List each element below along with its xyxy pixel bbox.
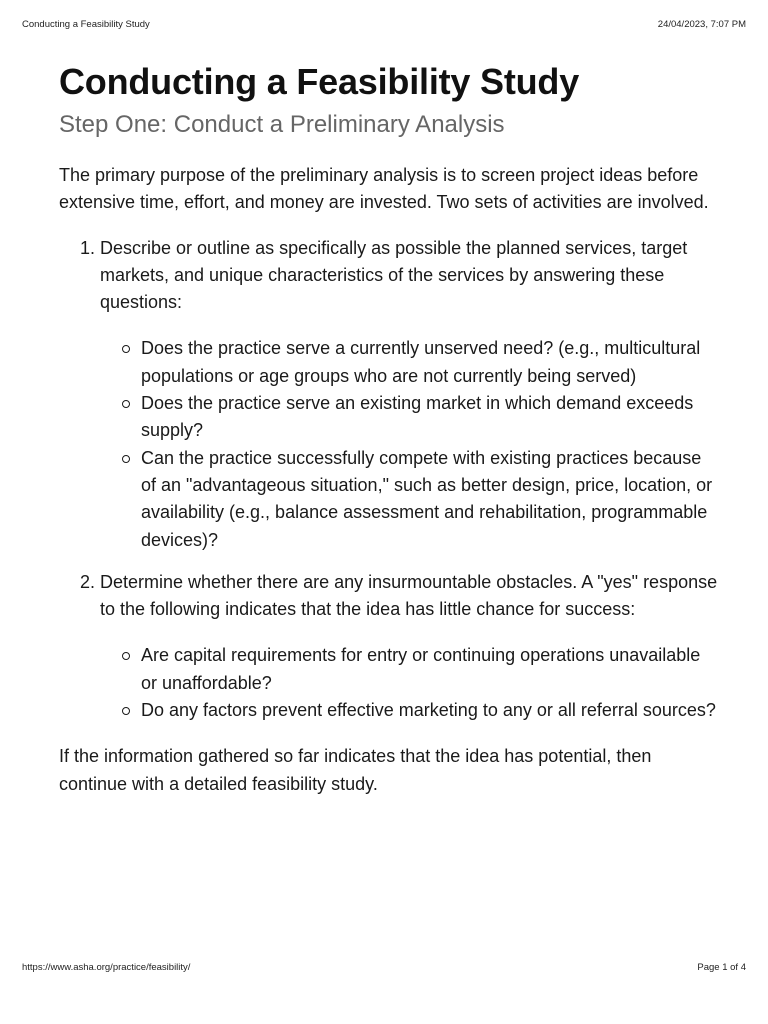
question-text: Are capital requirements for entry or continuing operations unavailable or unaffordable?	[141, 645, 701, 693]
print-footer	[22, 962, 746, 973]
page-title: Conducting a Feasibility Study	[59, 61, 580, 102]
circle-bullet-icon	[122, 455, 130, 463]
closing-paragraph: If the information gathered so far indicates that the idea has potential, then continue with a detailed feasibility study.	[59, 746, 652, 794]
step-text: Describe or outline as specifically as possible the planned services, target markets, and unique characteristics of the services by answering these questions:	[100, 237, 688, 313]
steps-list	[59, 235, 719, 725]
circle-bullet-icon	[122, 400, 130, 408]
print-header-datetime: 24/04/2023, 7:07 PM	[657, 19, 746, 30]
question-item	[141, 390, 719, 445]
step-text: Determine whether there are any insurmountable obstacles. A "yes" response to the following indicates that the idea has little chance for success:	[100, 571, 718, 620]
print-header	[22, 19, 746, 30]
article	[59, 60, 719, 798]
intro-paragraph: The primary purpose of the preliminary analysis is to screen project ideas before extensive time, effort, and money are invested. Two sets of activities are involved.	[59, 165, 709, 213]
questions-list	[100, 642, 719, 724]
page-subtitle: Step One: Conduct a Preliminary Analysis	[59, 111, 505, 138]
question-item	[141, 697, 719, 724]
question-text: Do any factors prevent effective marketing to any or all referral sources?	[141, 700, 716, 721]
question-text: Does the practice serve an existing market in which demand exceeds supply?	[141, 393, 694, 441]
question-item	[141, 642, 719, 697]
page-number: Page 1 of 4	[697, 962, 746, 973]
question-item	[141, 445, 719, 554]
circle-bullet-icon	[122, 707, 130, 715]
print-header-title: Conducting a Feasibility Study	[22, 19, 150, 30]
questions-list	[100, 335, 719, 553]
circle-bullet-icon	[122, 652, 130, 660]
question-text: Does the practice serve a currently unserved need? (e.g., multicultural populations or age groups who are not currently being served)	[141, 338, 701, 386]
question-text: Can the practice successfully compete with existing practices because of an "advantageous situation," such as better design, price, location, or availability (e.g., balance assessment and rehabilitation, programmable devices)?	[141, 447, 713, 550]
step-item	[100, 235, 719, 554]
step-item	[100, 569, 719, 724]
circle-bullet-icon	[122, 345, 130, 353]
source-url: https://www.asha.org/practice/feasibility/	[22, 962, 191, 973]
question-item	[141, 335, 719, 390]
